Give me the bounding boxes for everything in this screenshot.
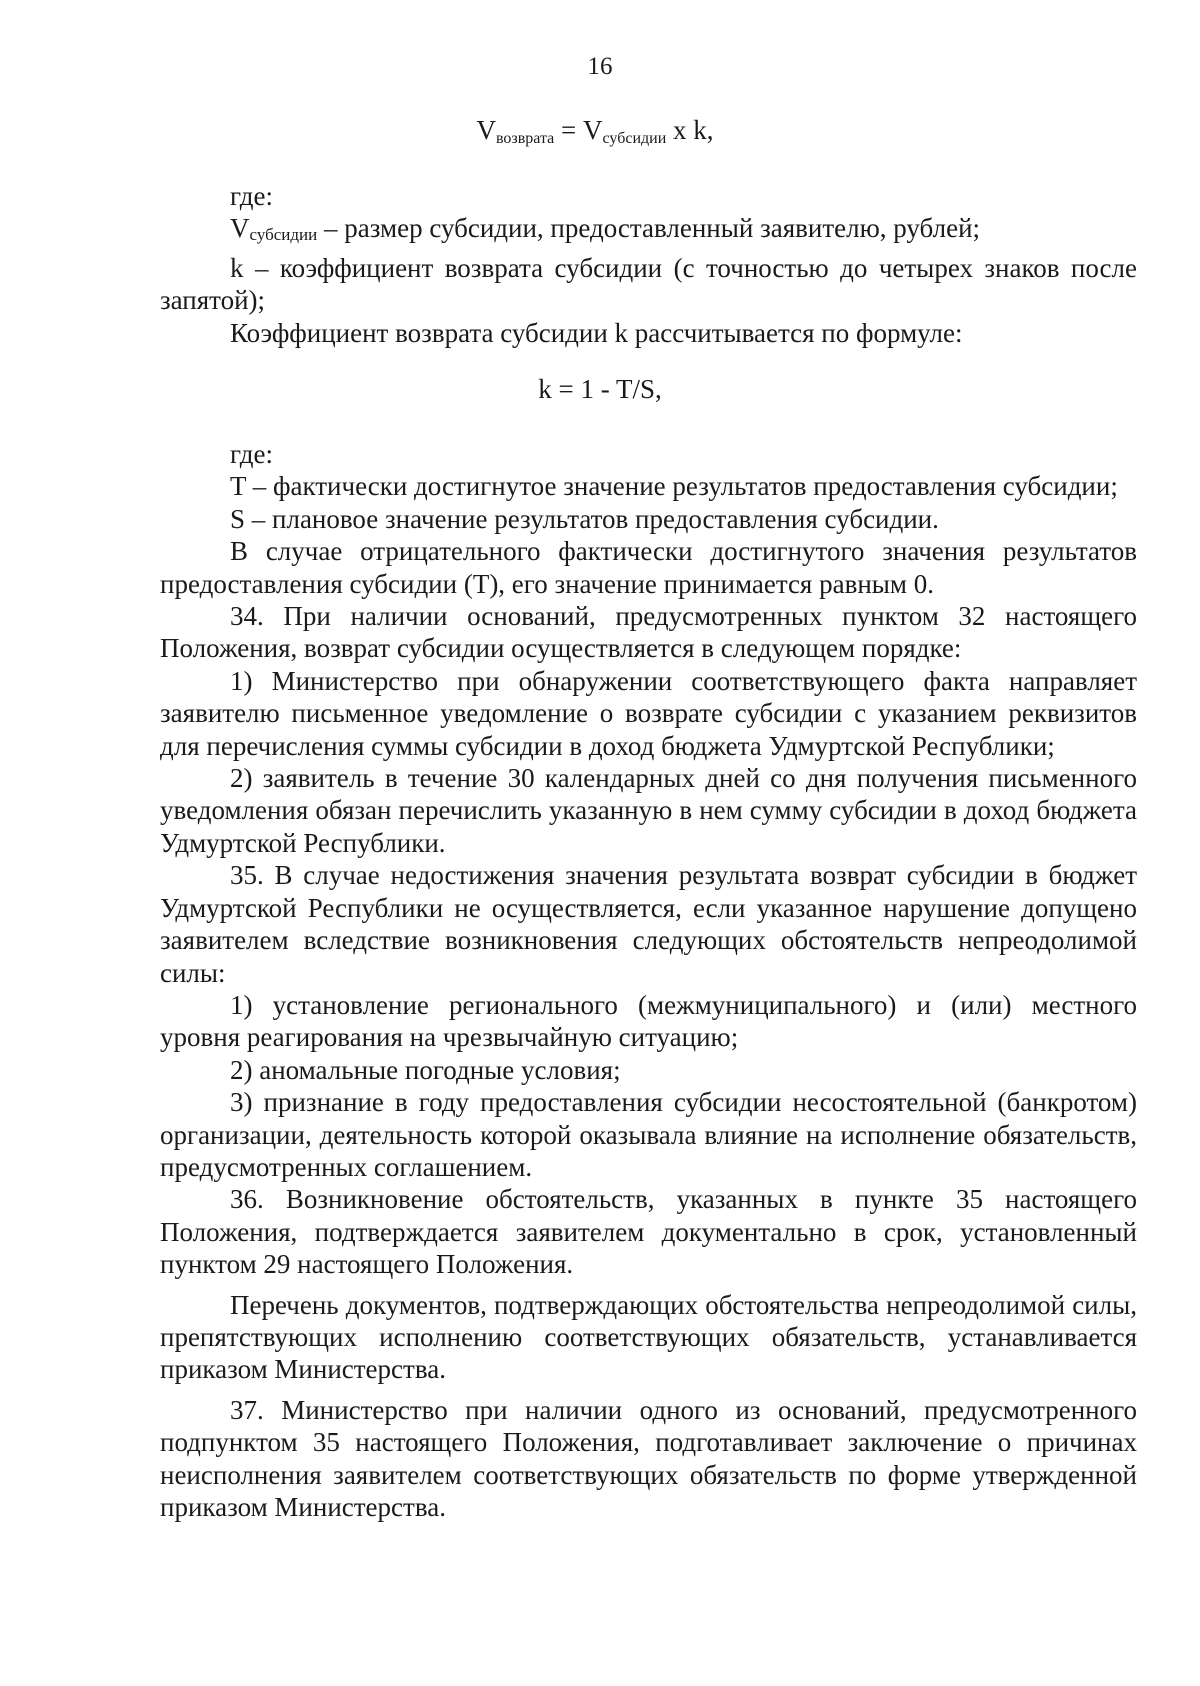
- k-formula-intro: Коэффициент возврата субсидии k рассчитывается по формуле:: [230, 317, 963, 348]
- s-definition: S – плановое значение результатов предоставления субсидии.: [230, 503, 939, 534]
- formula-return-amount: [0, 114, 1195, 155]
- paragraph-36-documents-list: Перечень документов, подтверждающих обстоятельства непреодолимой силы, препятствующих исполнению соответствующих обязательств, устанавливается приказом Министерства.: [160, 1289, 1137, 1385]
- where-label-1: где:: [230, 181, 273, 211]
- t-definition: T – фактически достигнутое значение результатов предоставления субсидии;: [230, 471, 1118, 502]
- formula-v-letter-2: V: [583, 115, 603, 145]
- k-definition: k – коэффициент возврата субсидии (с точностью до четырех знаков после запятой);: [160, 252, 1137, 316]
- v-definition-text: – размер субсидии, предоставленный заявителю, рублей;: [317, 213, 981, 244]
- v-letter: V: [230, 213, 250, 244]
- page-number: 16: [587, 53, 613, 80]
- negative-value-note: В случае отрицательного фактически достигнутого значения результатов предоставления субсидии (T), его значение принимается равным 0.: [160, 536, 1137, 599]
- formula-tail: х k,: [666, 115, 714, 145]
- formula-k: k = 1 - T/S,: [538, 374, 662, 404]
- paragraph-34: 34. При наличии оснований, предусмотренных пунктом 32 настоящего Положения, возврат субсидии осуществляется в следующем порядке:: [160, 601, 1137, 664]
- v-subscript: субсидии: [249, 225, 318, 245]
- paragraph-34-item-2: 2) заявитель в течение 30 календарных дней со дня получения письменного уведомления обязан перечислить указанную в нем сумму субсидии в доход бюджета Удмуртской Республики.: [160, 763, 1137, 858]
- formula-equals: =: [554, 115, 584, 145]
- definitions-block-2: [160, 438, 1137, 1523]
- formula-v-letter: V: [476, 115, 496, 145]
- paragraph-35-item-2: 2) аномальные погодные условия;: [230, 1054, 621, 1085]
- v-subsidy-definition: [160, 212, 1137, 251]
- formula-v-return-subscript: возврата: [495, 130, 555, 147]
- paragraph-34-item-1: 1) Министерство при обнаружении соответствующего факта направляет заявителю письменное уведомление о возврате субсидии с указанием реквизитов для перечисления суммы субсидии в доход бюджета Удмуртской Республики;: [160, 665, 1137, 761]
- paragraph-37: 37. Министерство при наличии одного из оснований, предусмотренного подпунктом 35 настоящего Положения, подготавливает заключение о причинах неисполнения заявителем соответствующих обязательств по форме утвержденной приказом Министерства.: [160, 1394, 1137, 1522]
- paragraph-35-item-3: 3) признание в году предоставления субсидии несостоятельной (банкротом) организации, деятельность которой оказывала влияние на исполнение обязательств, предусмотренных соглашением.: [160, 1087, 1137, 1182]
- where-label-2: где:: [230, 439, 273, 469]
- paragraph-36: 36. Возникновение обстоятельств, указанных в пункте 35 настоящего Положения, подтверждается заявителем документально в срок, установленный пунктом 29 настоящего Положения.: [160, 1184, 1137, 1280]
- definitions-block-1: [160, 180, 1137, 349]
- paragraph-35-item-1: 1) установление регионального (межмуниципального) и (или) местного уровня реагирования на чрезвычайную ситуацию;: [160, 989, 1137, 1053]
- formula-v-subsidy-subscript: субсидии: [602, 130, 667, 147]
- paragraph-35: 35. В случае недостижения значения результата возврат субсидии в бюджет Удмуртской Республики не осуществляется, если указанное нарушение допущено заявителем вследствие возникновения следующих обстоятельств непреодолимой силы:: [160, 860, 1137, 988]
